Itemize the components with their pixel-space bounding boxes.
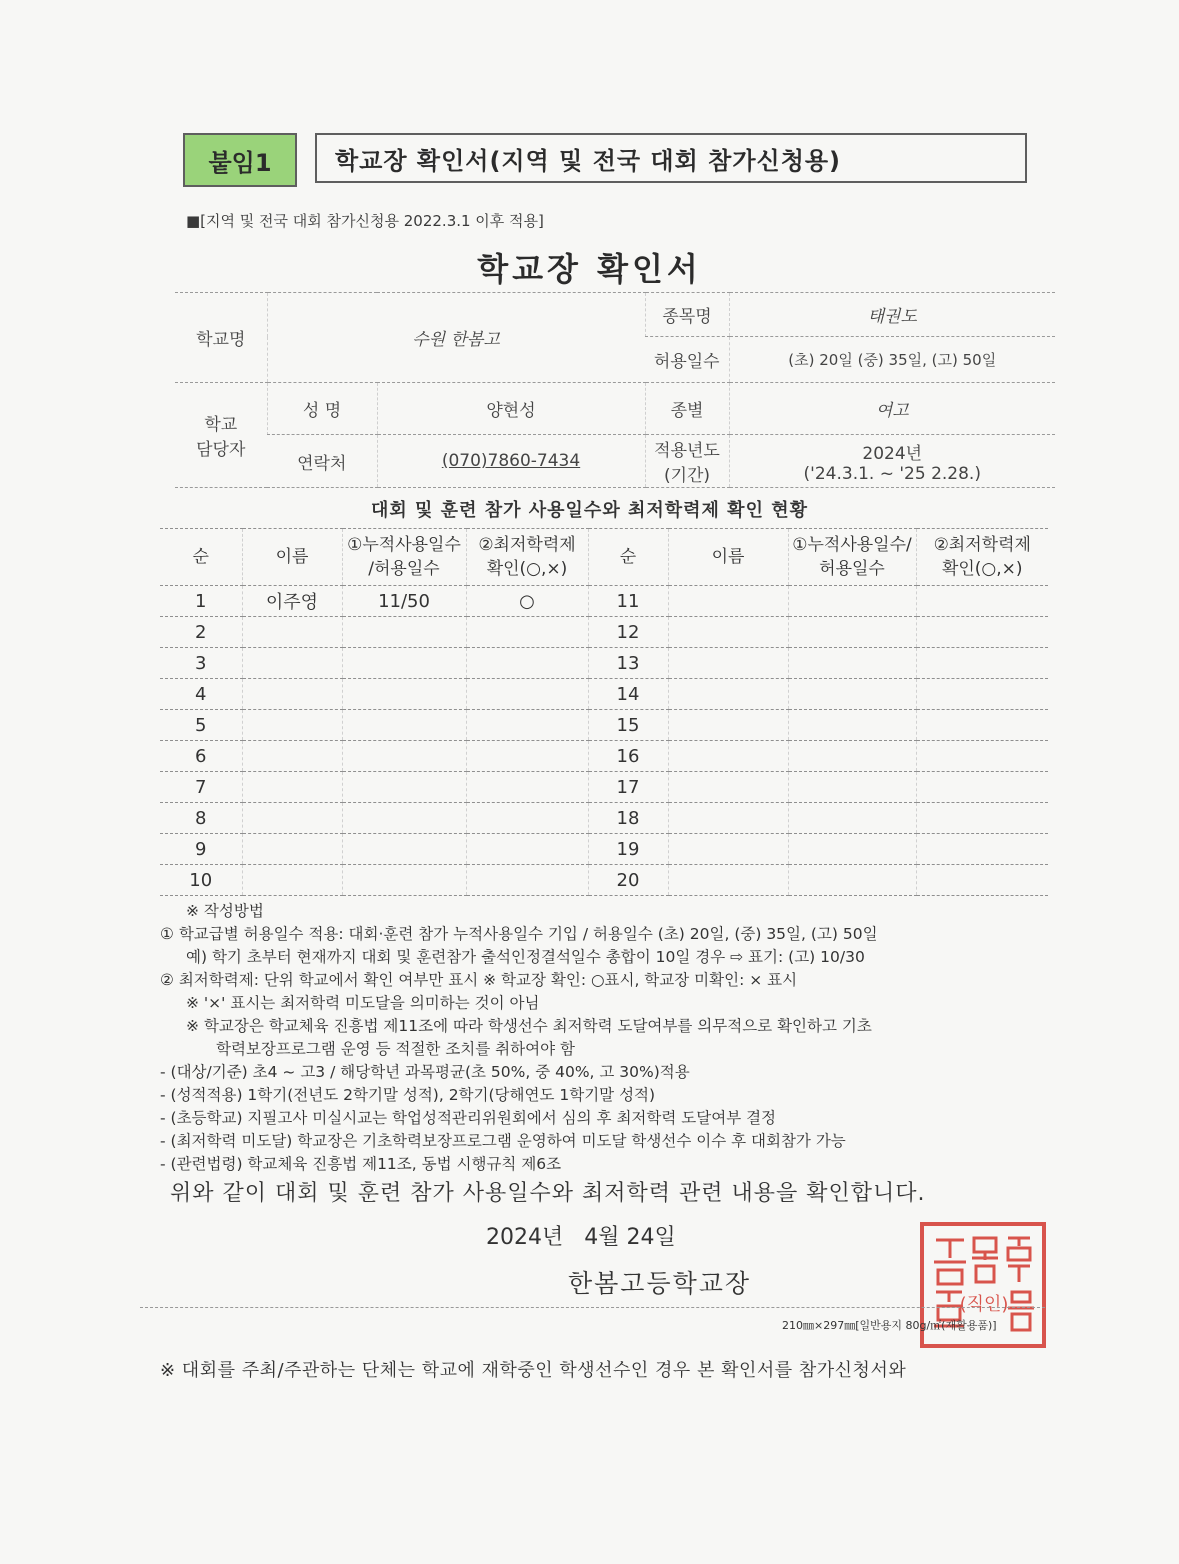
category-label: 종별	[645, 383, 729, 435]
row-no: 4	[160, 679, 242, 710]
header-days-left-line1: ①누적사용일수	[347, 535, 461, 555]
row-name	[242, 741, 342, 772]
row-name	[242, 617, 342, 648]
event-value: 태권도	[729, 293, 1055, 337]
attachment-badge: 붙임1	[183, 133, 297, 187]
notes-line: 예) 학기 초부터 현재까지 대회 및 훈련참가 출석인정결석일수 총합이 10일 경우 ⇨ 표기: (고) 10/30	[186, 948, 865, 966]
row-name	[242, 679, 342, 710]
school-name-value: 수원 한봄고	[267, 293, 645, 383]
allowed-days-label: 허용일수	[645, 337, 729, 383]
row-days	[342, 865, 466, 896]
row-check	[466, 710, 588, 741]
row-check	[466, 648, 588, 679]
row-name	[242, 648, 342, 679]
notes-line: - (초등학교) 지필고사 미실시교는 학업성적관리위원회에서 심의 후 최저학력 도달여부 결정	[160, 1109, 777, 1127]
school-name-label: 학교명	[175, 293, 267, 383]
row-no: 2	[160, 617, 242, 648]
notes-line: - (대상/기준) 초4 ~ 고3 / 해당학년 과목평균(초 50%, 중 40%, 고 30%)적용	[160, 1063, 690, 1081]
section-title: 대회 및 훈련 참가 사용일수와 최저학력제 확인 현황	[370, 500, 808, 521]
year-label	[645, 435, 729, 488]
notes-line: ① 학교급별 허용일수 적용: 대회·훈련 참가 누적사용일수 기입 / 허용일수 (초) 20일, (중) 35일, (고) 50일	[160, 925, 878, 943]
document-title: 학교장 확인서(지역 및 전국 대회 참가신청용)	[315, 133, 1027, 183]
phone-label: 연락처	[267, 435, 377, 488]
applies-note: ■[지역 및 전국 대회 참가신청용 2022.3.1 이후 적용]	[186, 212, 544, 230]
row-no: 7	[160, 772, 242, 803]
row-check	[466, 834, 588, 865]
category-value: 여고	[729, 383, 1055, 435]
row-no: 18	[588, 803, 668, 834]
row-days	[342, 710, 466, 741]
notes-line: ※ '×' 표시는 최저학력 미도달을 의미하는 것이 아님	[186, 994, 540, 1012]
header-name-left: 이름	[242, 529, 342, 586]
row-check	[466, 679, 588, 710]
row-check	[466, 741, 588, 772]
writing-method-notes	[160, 900, 1060, 1176]
info-table	[175, 292, 1055, 488]
row-no: 14	[588, 679, 668, 710]
row-check: ○	[466, 586, 588, 617]
header-check-left-line2: 확인(○,×)	[486, 559, 568, 579]
row-days	[342, 834, 466, 865]
header-check-left	[466, 529, 588, 586]
row-no: 13	[588, 648, 668, 679]
table-row	[160, 803, 1048, 834]
table-row	[160, 710, 1048, 741]
issue-date: 2024년 4월 24일	[486, 1225, 676, 1250]
row-no: 3	[160, 648, 242, 679]
paper-spec: 210㎜×297㎜[일반용지 80g/㎡(재활용품)]	[782, 1319, 997, 1332]
header-days-right-line1: ①누적사용일수/	[792, 535, 912, 555]
row-days: 11/50	[342, 586, 466, 617]
header-check-right-line1: ②최저학력제	[933, 535, 1031, 555]
notes-line: ※ 학교장은 학교체육 진흥법 제11조에 따라 학생선수 최저학력 도달여부를 의무적으로 확인하고 기초	[186, 1017, 872, 1035]
row-no: 6	[160, 741, 242, 772]
phone-value: (070)7860-7434	[441, 451, 581, 471]
row-no: 10	[160, 865, 242, 896]
row-name	[242, 710, 342, 741]
period-value: ('24.3.1. ~ '25 2.28.)	[803, 463, 981, 484]
row-days	[342, 772, 466, 803]
notes-line: ② 최저학력제: 단위 학교에서 확인 여부만 표시 ※ 학교장 확인: ○표시, 학교장 미확인: × 표시	[160, 971, 798, 989]
name-value: 양현성	[377, 383, 645, 435]
table-row	[160, 741, 1048, 772]
notes-line: - (최저학력 미도달) 학교장은 기초학력보장프로그램 운영하여 미도달 학생선수 이수 후 대회참가 가능	[160, 1132, 846, 1150]
notes-line: - (성적적용) 1학기(전년도 2학기말 성적), 2학기(당해연도 1학기말 성적)	[160, 1086, 656, 1104]
table-row	[160, 586, 1048, 617]
row-days	[342, 741, 466, 772]
row-days	[342, 679, 466, 710]
year-cell	[729, 435, 1055, 488]
header-order-left: 순	[160, 529, 242, 586]
row-days	[342, 617, 466, 648]
notes-line: - (관련법령) 학교체육 진흥법 제11조, 동법 시행규칙 제6조	[160, 1155, 562, 1173]
table-row	[160, 617, 1048, 648]
name-label: 성 명	[267, 383, 377, 435]
row-name	[242, 865, 342, 896]
confirmation-text: 위와 같이 대회 및 훈련 참가 사용일수와 최저학력 관련 내용을 확인합니다.	[170, 1181, 926, 1206]
roster-table	[160, 528, 1048, 896]
header-days-left-line2: /허용일수	[368, 559, 440, 579]
table-row	[160, 834, 1048, 865]
year-value: 2024년	[862, 443, 923, 464]
table-row	[160, 648, 1048, 679]
notes-line: 학력보장프로그램 운영 등 적절한 조치를 취하여야 함	[216, 1040, 575, 1058]
header-check-left-line1: ②최저학력제	[478, 535, 576, 555]
year-label-line1: 적용년도	[654, 441, 720, 461]
row-days	[342, 648, 466, 679]
row-check	[466, 772, 588, 803]
notes-title: ※ 작성방법	[186, 902, 264, 920]
footer-note: ※ 대회를 주최/주관하는 단체는 학교에 재학중인 학생선수인 경우 본 확인서를 참가신청서와	[160, 1360, 907, 1381]
header-order-right: 순	[588, 529, 668, 586]
row-no: 1	[160, 586, 242, 617]
row-check	[466, 865, 588, 896]
header-check-right	[916, 529, 1048, 586]
contact-person-label	[175, 383, 267, 488]
contact-person-label-line1: 학교	[204, 415, 238, 435]
row-no: 16	[588, 741, 668, 772]
row-no: 5	[160, 710, 242, 741]
row-check	[466, 617, 588, 648]
allowed-days-value: (초) 20일 (중) 35일, (고) 50일	[729, 337, 1055, 383]
row-no: 19	[588, 834, 668, 865]
header-check-right-line2: 확인(○,×)	[941, 559, 1023, 579]
row-no: 9	[160, 834, 242, 865]
row-no: 8	[160, 803, 242, 834]
divider	[140, 1307, 1045, 1308]
header-days-right-line2: 허용일수	[819, 559, 885, 579]
table-row	[160, 772, 1048, 803]
row-no: 11	[588, 586, 668, 617]
row-name: 이주영	[242, 586, 342, 617]
row-no: 12	[588, 617, 668, 648]
main-title: 학교장 확인서	[477, 250, 702, 288]
table-row	[160, 865, 1048, 896]
row-name	[242, 803, 342, 834]
contact-person-label-line2: 담당자	[196, 440, 246, 460]
school-head: 한봄고등학교장	[568, 1269, 752, 1298]
seal-text: (직인)	[959, 1294, 1009, 1315]
header-days-right	[788, 529, 916, 586]
row-name	[242, 772, 342, 803]
year-label-line2: (기간)	[663, 466, 711, 486]
row-no: 17	[588, 772, 668, 803]
row-no: 15	[588, 710, 668, 741]
header-days-left	[342, 529, 466, 586]
event-label: 종목명	[645, 293, 729, 337]
header-name-right: 이름	[668, 529, 788, 586]
row-no: 20	[588, 865, 668, 896]
row-days	[342, 803, 466, 834]
row-check	[466, 803, 588, 834]
row-name	[242, 834, 342, 865]
table-row	[160, 679, 1048, 710]
